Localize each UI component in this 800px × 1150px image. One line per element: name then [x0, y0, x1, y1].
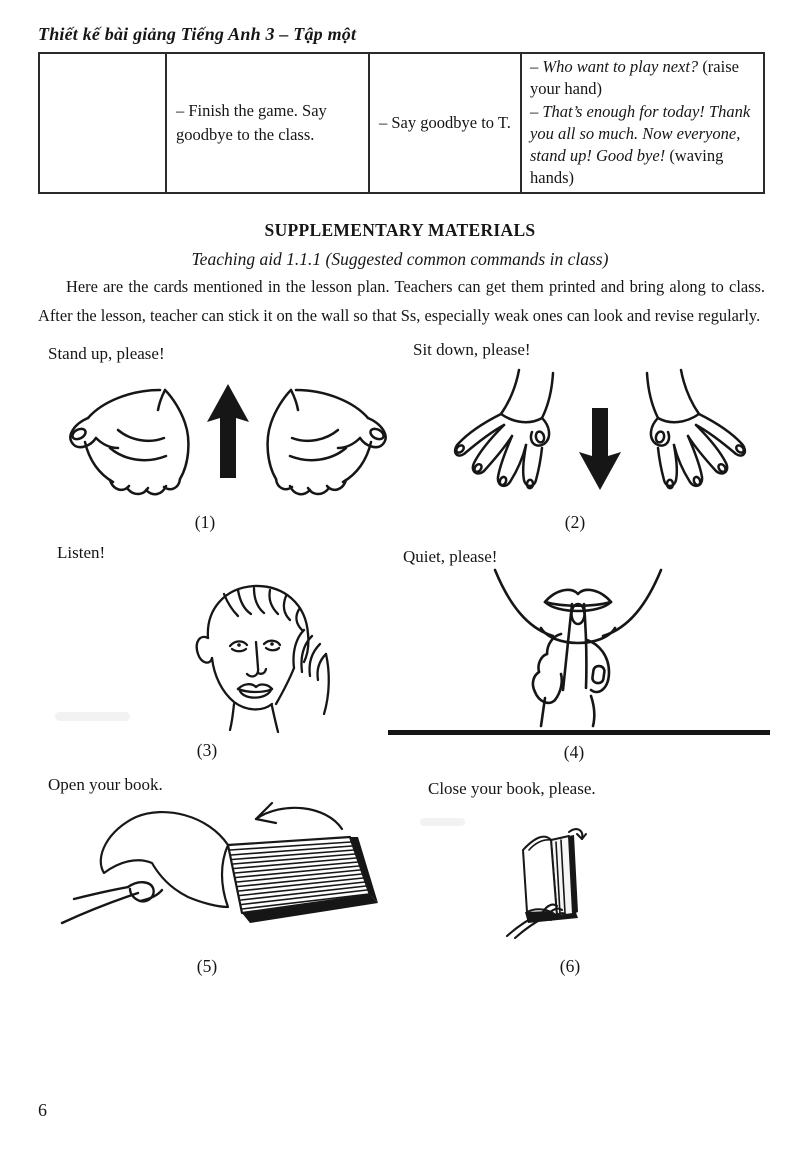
scan-smudge [55, 712, 130, 721]
closing-book-illustration [505, 824, 600, 939]
hands-palms-up-illustration [58, 372, 398, 500]
scan-smudge [420, 818, 465, 826]
card-label-listen: Listen! [57, 543, 106, 562]
open-book-illustration [60, 795, 400, 940]
note-line: – That’s enough for today! Thank you all so much. Now everyone, stand up! Good bye! (waving hands) [530, 101, 751, 188]
cell-language-notes [521, 53, 764, 193]
finger-over-lips-illustration [483, 570, 668, 728]
table-row [39, 53, 764, 193]
card-caption-2: (2) [564, 512, 586, 532]
card-caption-3: (3) [196, 740, 218, 760]
card-caption-6: (6) [559, 956, 581, 976]
card-label-open-book: Open your book. [48, 775, 163, 794]
cell-teacher-activity: – Finish the game. Say goodbye to the class. [166, 53, 369, 193]
card-label-quiet: Quiet, please! [403, 547, 498, 566]
card-label-close-book: Close your book, please. [428, 779, 596, 798]
listening-face-illustration [172, 576, 332, 736]
card-label-stand-up: Stand up, please! [48, 344, 165, 363]
note-line: – Who want to play next? (raise your hand) [530, 57, 739, 99]
card-caption-1: (1) [194, 512, 216, 532]
up-arrow-icon [207, 384, 249, 478]
page-header-title: Thiết kế bài giảng Tiếng Anh 3 – Tập một [38, 24, 357, 44]
card-divider-line [388, 730, 770, 735]
down-arrow-icon [579, 408, 621, 490]
section-subtitle: Teaching aid 1.1.1 (Suggested common commands in class) [191, 249, 609, 269]
card-caption-4: (4) [563, 742, 585, 762]
cell-stage [39, 53, 166, 193]
lesson-plan-table [38, 52, 765, 194]
cell-student-activity: – Say goodbye to T. [369, 53, 521, 193]
card-caption-5: (5) [196, 956, 218, 976]
page-turn-arrow-icon [256, 803, 342, 829]
intro-paragraph: Here are the cards mentioned in the lesson plan. Teachers can get them printed and bring along to class. After the lesson, teacher can stick it on the wall so that Ss, especially weak ones can look and revise regularly. [38, 277, 765, 325]
hands-palms-down-illustration [435, 366, 765, 498]
section-title: SUPPLEMENTARY MATERIALS [264, 220, 536, 240]
card-label-sit-down: Sit down, please! [413, 340, 531, 359]
page-number: 6 [38, 1100, 47, 1120]
